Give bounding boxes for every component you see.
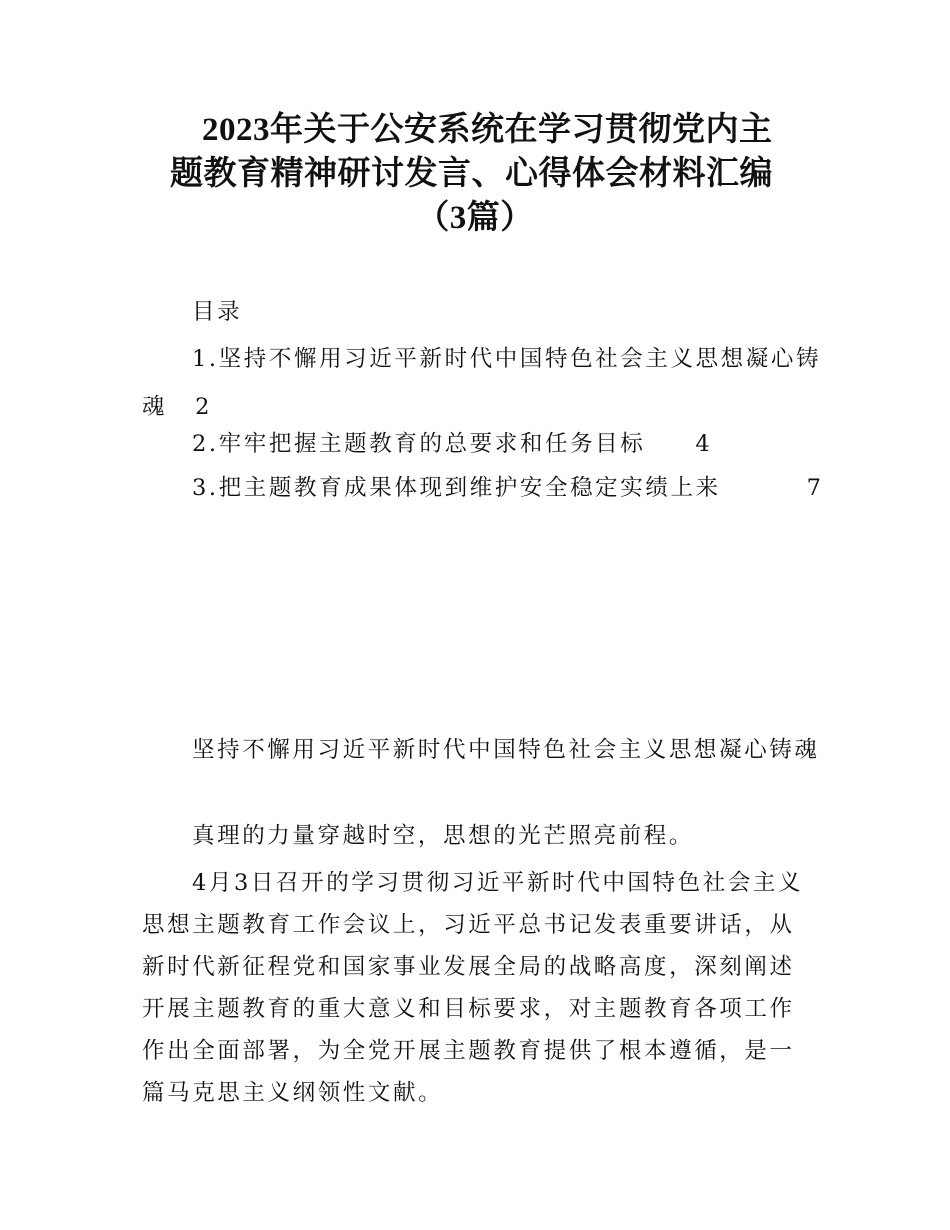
title-line-2: 题教育精神研讨发言、心得体会材料汇编	[170, 156, 773, 192]
document-title	[140, 108, 810, 240]
toc-item-1[interactable]	[142, 341, 822, 426]
title-line-1: 2023年关于公安系统在学习贯彻党内主	[202, 112, 773, 148]
toc-item-2-text: 2.牢牢把握主题教育的总要求和任务目标	[192, 431, 646, 457]
toc-item-1-text-cont: 魂	[142, 394, 168, 420]
title-line-3: （3篇）	[416, 200, 534, 236]
toc-item-2-page: 4	[695, 431, 713, 457]
toc-item-1-page: 2	[195, 394, 213, 420]
toc-item-2[interactable]	[142, 426, 812, 463]
toc-item-1-text: 1.坚持不懈用习近平新时代中国特色社会主义思想凝心铸	[192, 346, 822, 372]
paragraph-2: 4月3日召开的学习贯彻习近平新时代中国特色社会主义思想主题教育工作会议上，习近平总书记发表重要讲话，从新时代新征程党和国家事业发展全局的战略高度，深刻阐述开展主题教育的重大意义和目标要求，对主题教育各项工作作出全面部署，为全党开展主题教育提供了根本遵循，是一篇马克思主义纲领性文献。	[142, 870, 804, 1106]
paragraph-1: 真理的力量穿越时空，思想的光芒照亮前程。	[192, 823, 695, 849]
toc-item-3-text: 3.把主题教育成果体现到维护安全稳定实绩上来	[192, 475, 721, 501]
toc-item-3[interactable]	[142, 470, 824, 507]
toc-label: 目录	[192, 299, 243, 325]
section-heading: 坚持不懈用习近平新时代中国特色社会主义思想凝心铸魂	[192, 737, 820, 763]
toc-item-3-page: 7	[806, 475, 824, 501]
